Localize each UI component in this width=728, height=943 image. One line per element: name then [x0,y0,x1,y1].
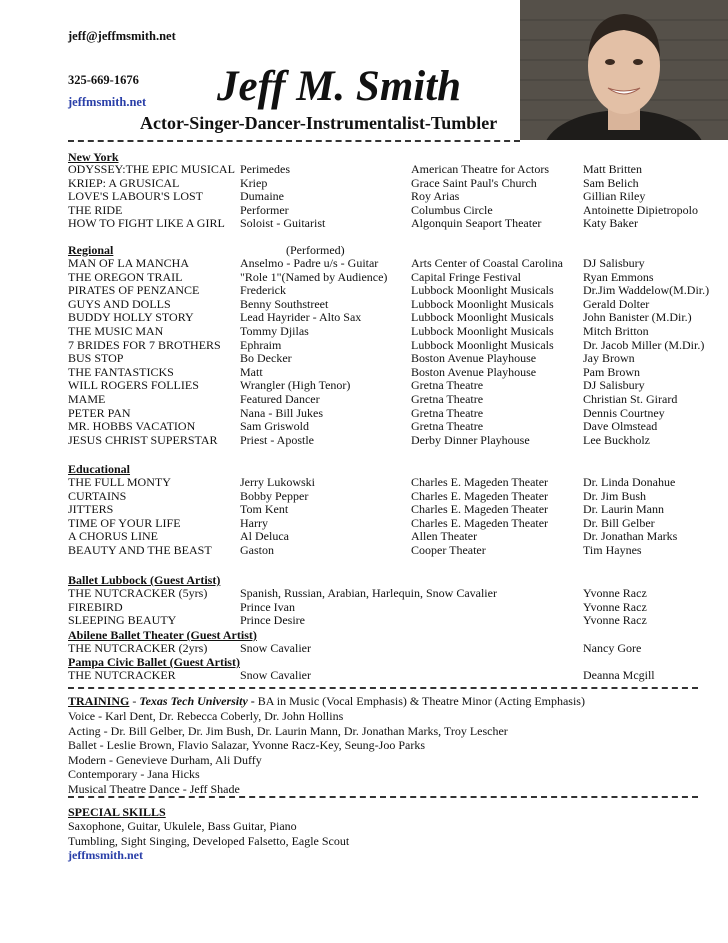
credit-title: MR. HOBBS VACATION [68,419,196,434]
credit-director: Yvonne Racz [583,599,647,614]
website-link[interactable]: jeffmsmith.net [68,95,147,109]
section-heading-new-york: New York [68,150,119,164]
credit-role: Bobby Pepper [240,488,309,503]
page-title: Jeff M. Smith [217,63,462,110]
credit-director: Dr. Jacob Miller (M.Dir.) [583,337,705,352]
credit-title: MAME [68,392,106,406]
credit-director: Dr. Jim Bush [583,488,647,503]
regional-note: (Performed) [286,243,345,257]
section-heading-special-skills: SPECIAL SKILLS [68,805,166,819]
credit-role: Frederick [240,283,286,298]
credit-role: Spanish, Russian, Arabian, Harlequin, Snow Cavalier [240,586,497,600]
table-row [68,668,718,682]
table-row [68,378,718,392]
credit-role: Tommy Djilas [240,324,309,338]
credit-venue: Grace Saint Paul's Church [411,175,537,190]
credit-venue: Lubbock Moonlight Musicals [411,310,554,325]
credit-title: THE NUTCRACKER (5yrs) [68,586,208,600]
credit-role: Prince Desire [240,613,305,628]
credit-director: Deanna Mcgill [583,668,655,682]
credit-venue: Charles E. Mageden Theater [411,488,549,503]
table-row [68,310,718,324]
list-item: Musical Theatre Dance - Jeff Shade [68,781,240,796]
credit-role: Priest - Apostle [240,432,314,447]
table-row [68,216,718,230]
tagline: Actor-Singer-Dancer-Instrumentalist-Tumbler [140,113,498,133]
credit-title: TIME OF YOUR LIFE [68,515,181,530]
credit-venue: Charles E. Mageden Theater [411,515,549,530]
contact-email[interactable]: jeff@jeffmsmith.net [68,29,176,43]
credit-title: CURTAINS [68,488,127,503]
table-row [68,641,718,655]
credit-director: Mitch Britton [583,324,649,338]
table-row [68,586,718,600]
headshot-image-icon [520,0,728,140]
table-row [68,203,718,217]
credit-director: John Banister (M.Dir.) [583,310,692,325]
credit-venue: Roy Arias [411,189,460,204]
section-heading-educational: Educational [68,462,131,476]
table-row [68,543,718,557]
credit-venue: Boston Avenue Playhouse [411,351,537,366]
credit-title: BUS STOP [68,351,124,366]
credit-role: Performer [240,202,289,217]
credit-role: Al Deluca [240,529,289,544]
credit-venue: Lubbock Moonlight Musicals [411,337,554,352]
credit-director: Dr. Linda Donahue [583,475,676,489]
credit-role: Tom Kent [240,502,289,517]
credit-role: "Role 1"(Named by Audience) [240,269,388,284]
credit-venue: Cooper Theater [411,543,486,557]
table-row [68,613,718,627]
credit-title: A CHORUS LINE [68,529,159,544]
training-heading: TRAINING - Texas Tech University - BA in Music (Vocal Emphasis) & Theatre Minor (Acting Emphasis) [68,694,585,708]
credit-title: THE FANTASTICKS [68,364,174,379]
credit-director: Tim Haynes [583,543,642,557]
credit-venue: American Theatre for Actors [411,162,550,176]
credit-venue: Gretna Theatre [411,378,484,393]
list-item: Voice - Karl Dent, Dr. Rebecca Coberly, Dr. John Hollins [68,709,344,723]
table-row [68,256,718,270]
training-degree: BA in Music (Vocal Emphasis) & Theatre Minor (Acting Emphasis) [257,694,585,708]
credit-director: Jay Brown [583,351,635,366]
credit-title: THE MUSIC MAN [68,324,164,338]
table-row [68,529,718,543]
credit-title: LOVE'S LABOUR'S LOST [68,189,203,204]
list-item: Contemporary - Jana Hicks [68,767,200,781]
table-row [68,270,718,284]
table-row [68,324,718,338]
credit-title: BEAUTY AND THE BEAST [68,543,212,557]
table-row [68,351,718,365]
table-row [68,419,718,433]
credit-director: Sam Belich [583,175,639,190]
credit-director: Dr. Bill Gelber [583,515,655,530]
credit-director: Yvonne Racz [583,586,647,600]
table-row [68,475,718,489]
list-item: Modern - Genevieve Durham, Ali Duffy [68,752,262,767]
training-school: Texas Tech University [139,694,248,708]
credit-title: SLEEPING BEAUTY [68,613,177,628]
credit-director: Nancy Gore [583,641,642,655]
credit-title: PETER PAN [68,405,131,420]
credit-title: PIRATES OF PENZANCE [68,283,200,298]
credit-venue: Lubbock Moonlight Musicals [411,324,554,338]
credit-title: GUYS AND DOLLS [68,296,171,311]
footer-website-link[interactable]: jeffmsmith.net [68,848,143,862]
divider [68,796,698,798]
credit-venue: Lubbock Moonlight Musicals [411,283,554,298]
credit-director: Christian St. Girard [583,392,678,406]
table-row [68,600,718,614]
table-row [68,365,718,379]
credit-role: Ephraim [240,337,282,352]
section-heading-abilene-ballet: Abilene Ballet Theater (Guest Artist) [68,628,257,642]
credit-venue: Arts Center of Coastal Carolina [411,256,563,270]
credit-title: HOW TO FIGHT LIKE A GIRL [68,216,225,231]
list-item: Ballet - Leslie Brown, Flavio Salazar, Yvonne Racz-Key, Seung-Joo Parks [68,738,426,752]
credit-role: Soloist - Guitarist [240,216,326,231]
credit-director: Yvonne Racz [583,613,647,628]
contact-phone: 325-669-1676 [68,73,139,87]
credit-role: Snow Cavalier [240,668,311,682]
list-item: Saxophone, Guitar, Ukulele, Bass Guitar, Piano [68,819,297,833]
credit-title: THE FULL MONTY [68,475,171,489]
credit-title: JESUS CHRIST SUPERSTAR [68,432,218,447]
credit-title: THE OREGON TRAIL [68,269,183,284]
credit-role: Wrangler (High Tenor) [240,378,351,393]
credit-venue: Columbus Circle [411,202,493,217]
divider [68,687,698,689]
credit-venue: Charles E. Mageden Theater [411,502,549,517]
section-heading-regional: Regional [68,243,114,257]
table-row [68,433,718,447]
credit-venue: Charles E. Mageden Theater [411,475,549,489]
table-row [68,338,718,352]
section-heading-pampa-ballet: Pampa Civic Ballet (Guest Artist) [68,655,240,669]
credit-role: Perimedes [240,162,290,176]
section-heading-ballet-lubbock: Ballet Lubbock (Guest Artist) [68,573,221,587]
table-row [68,162,718,176]
credit-role: Lead Hayrider - Alto Sax [240,310,362,325]
credit-title: MAN OF LA MANCHA [68,256,190,270]
credit-title: WILL ROGERS FOLLIES [68,378,199,393]
credit-director: Dr.Jim Waddelow(M.Dir.) [583,283,710,298]
credit-director: Dave Olmstead [583,419,658,434]
credit-director: Gerald Dolter [583,296,650,311]
table-row [68,489,718,503]
credit-role: Prince Ivan [240,599,295,614]
divider [68,140,520,142]
credit-role: Jerry Lukowski [240,475,315,489]
credit-venue: Capital Fringe Festival [411,269,521,284]
credit-director: DJ Salisbury [583,378,645,393]
credit-director: Gillian Riley [583,189,646,204]
training-label: TRAINING [68,694,130,708]
credit-director: Dr. Laurin Mann [583,502,664,517]
credit-role: Harry [240,515,268,530]
credit-title: THE NUTCRACKER [68,668,176,682]
list-item: Acting - Dr. Bill Gelber, Dr. Jim Bush, Dr. Laurin Mann, Dr. Jonathan Marks, Troy Lescher [68,723,508,738]
credit-role: Snow Cavalier [240,641,311,655]
credit-role: Dumaine [240,189,284,204]
credit-role: Sam Griswold [240,419,309,434]
credit-venue: Lubbock Moonlight Musicals [411,296,554,311]
credit-title: FIREBIRD [68,599,123,614]
credit-director: Antoinette Dipietropolo [583,202,698,217]
credit-role: Nana - Bill Jukes [240,405,323,420]
credit-title: ODYSSEY:THE EPIC MUSICAL [68,162,235,176]
credit-director: Dr. Jonathan Marks [583,529,678,544]
headshot-photo [520,0,728,140]
credit-role: Featured Dancer [240,392,320,406]
credit-title: JITTERS [68,502,114,517]
credit-venue: Derby Dinner Playhouse [411,432,530,447]
list-item: Tumbling, Sight Singing, Developed Falsetto, Eagle Scout [68,833,350,848]
credit-venue: Algonquin Seaport Theater [411,216,542,231]
credit-director: Lee Buckholz [583,432,650,447]
table-row [68,176,718,190]
credit-director: Matt Britten [583,162,642,176]
table-row [68,297,718,311]
credit-role: Kriep [240,175,268,190]
credit-venue: Gretna Theatre [411,405,484,420]
credit-director: Katy Baker [583,216,638,231]
table-row [68,502,718,516]
credit-venue: Gretna Theatre [411,392,484,406]
credit-venue: Gretna Theatre [411,419,484,434]
credit-title: KRIEP: A GRUSICAL [68,175,180,190]
table-row [68,516,718,530]
table-row [68,406,718,420]
credit-title: THE RIDE [68,202,123,217]
credit-role: Matt [240,364,263,379]
credit-title: THE NUTCRACKER (2yrs) [68,641,208,655]
credit-director: Dennis Courtney [583,405,665,420]
credit-role: Anselmo - Padre u/s - Guitar [240,256,379,270]
table-row [68,189,718,203]
credit-venue: Allen Theater [411,529,478,544]
credit-director: Ryan Emmons [583,269,654,284]
credit-director: DJ Salisbury [583,256,645,270]
credit-role: Bo Decker [240,351,292,366]
table-row [68,392,718,406]
credit-title: BUDDY HOLLY STORY [68,310,194,325]
credit-venue: Boston Avenue Playhouse [411,364,537,379]
table-row [68,283,718,297]
credit-role: Benny Southstreet [240,296,329,311]
credit-role: Gaston [240,543,274,557]
credit-title: 7 BRIDES FOR 7 BROTHERS [68,337,221,352]
credit-director: Pam Brown [583,364,640,379]
